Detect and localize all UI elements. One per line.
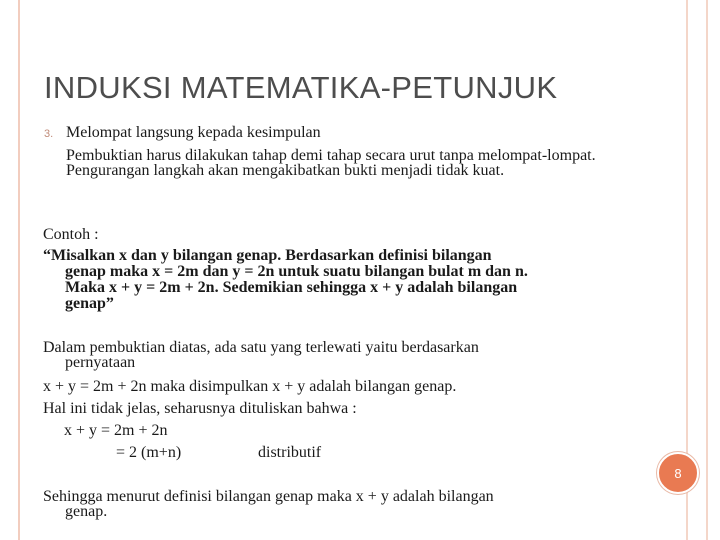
clarification-line: Hal ini tidak jelas, seharusnya dituliskan bahwa :	[43, 400, 357, 417]
example-quote	[43, 248, 633, 312]
final-line: genap.	[65, 503, 108, 520]
equation-line-2: = 2 (m+n)	[116, 444, 182, 461]
list-number: 3.	[44, 128, 54, 140]
final-line: Sehingga menurut definisi bilangan genap maka x + y adalah bilangan	[43, 488, 494, 505]
example-label: Contoh :	[43, 226, 99, 243]
quote-line: genap maka x = 2m dan y = 2n untuk suatu bilangan bulat m dan n.	[65, 263, 528, 280]
page-number-badge: 8	[657, 452, 699, 494]
paragraph-explanation: Pembuktian harus dilakukan tahap demi tahap secara urut tanpa melompat-lompat. Pengurangan langkah akan mengakibatkan bukti menjadi tidak kuat.	[66, 147, 596, 179]
conclusion-line: x + y = 2m + 2n maka disimpulkan x + y adalah bilangan genap.	[43, 378, 457, 395]
slide-frame-left	[8, 0, 20, 540]
paragraph-analysis	[43, 340, 623, 370]
paragraph-final	[43, 489, 603, 519]
equation-note: distributif	[258, 444, 322, 461]
analysis-line: pernyataan	[65, 354, 136, 371]
list-item-heading: Melompat langsung kepada kesimpulan	[66, 124, 321, 141]
slide-title: INDUKSI MATEMATIKA-PETUNJUK	[44, 70, 558, 105]
equation-line-1: x + y = 2m + 2n	[64, 422, 168, 439]
slide-frame-right-line-outer	[706, 0, 708, 540]
quote-line: “Misalkan x dan y bilangan genap. Berdasarkan definisi bilangan	[43, 247, 492, 264]
analysis-line: Dalam pembuktian diatas, ada satu yang terlewati yaitu berdasarkan	[43, 339, 479, 356]
quote-line: Maka x + y = 2m + 2n. Sedemikian sehingga x + y adalah bilangan	[65, 279, 518, 296]
quote-line: genap”	[65, 295, 114, 312]
